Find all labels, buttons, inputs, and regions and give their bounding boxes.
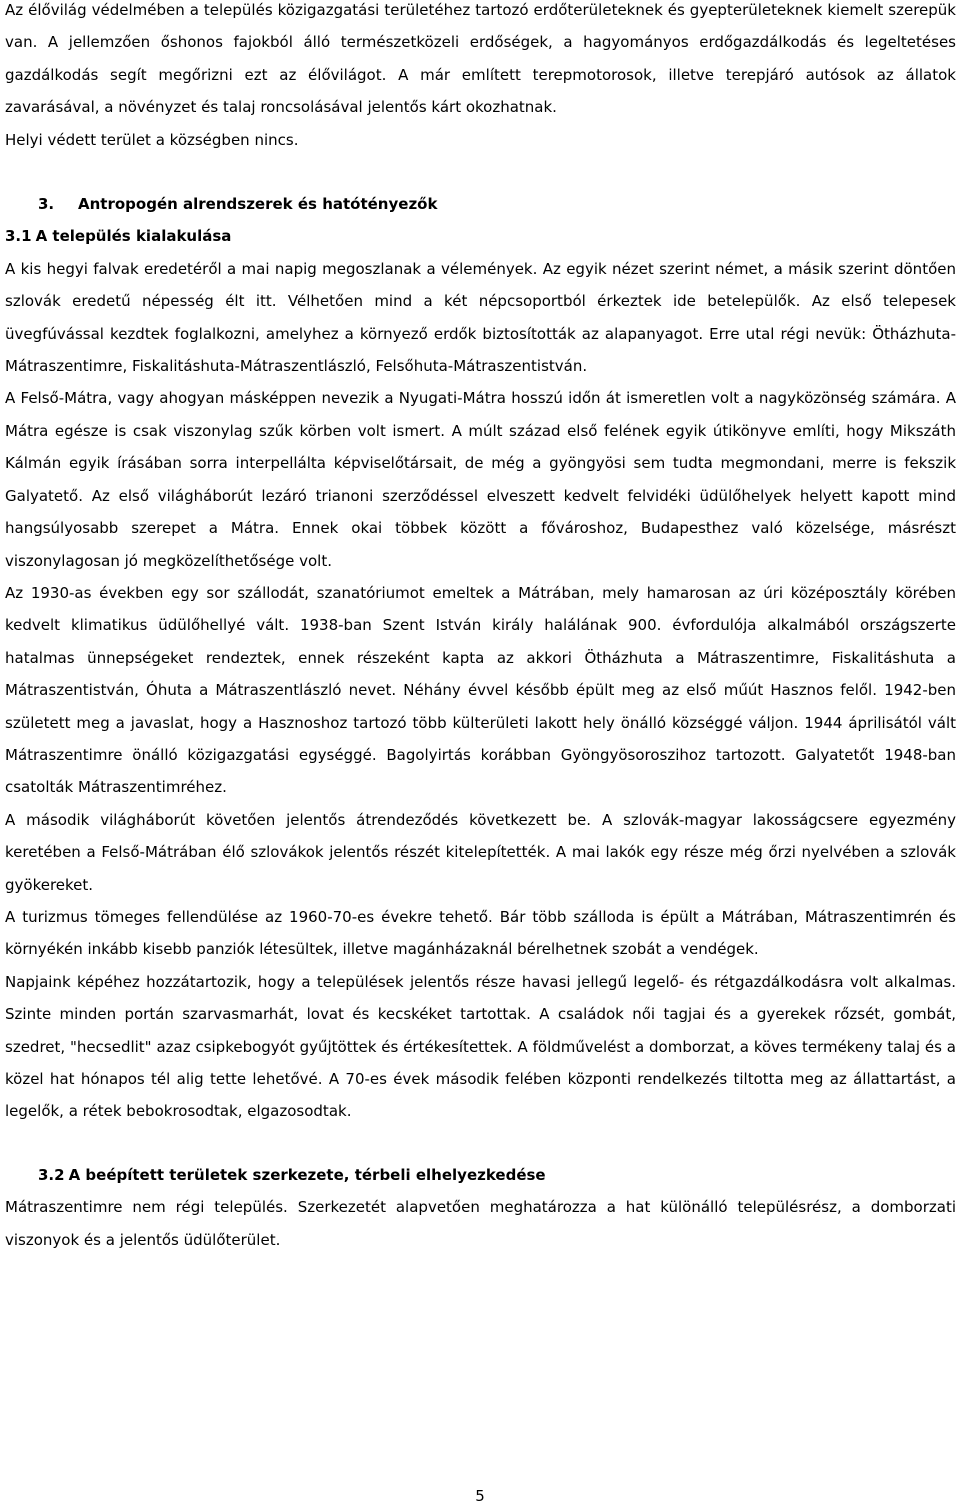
section-number: 3. (38, 195, 55, 214)
paragraph-felso-matra: A Felső-Mátra, vagy ahogyan másképpen nevezik a Nyugati-Mátra hosszú időn át ismeretlen volt a nagyközönség számára. A Mátra egésze is csak viszonylag szűk körben volt ismert. A múlt század első felének egyik útikönyve említi, hogy Mikszáth Kálmán egyik írásában sorra interpellálta képviselőtársait, de még a gyöngyösi sem tudta megmondani, merre is fekszik Galyatető. Az első világháborút lezáró trianoni szerződéssel elveszett kedvelt felvidéki üdülőhelyek helyett kapott mind hangsúlyosabb szerepet a Mátra. Ennek okai többek között a fővároshoz, Budapesthez való közelsége, másrészt viszonylagosan jó megközelíthetősége volt. (5, 389, 956, 570)
subsection-heading-3-1 (5, 220, 956, 252)
paragraph-settlement-origin: A kis hegyi falvak eredetéről a mai napig megoszlanak a vélemények. Az egyik nézet szerint német, a másik szerint döntően szlovák eredetű népesség élt itt. Vélhetően mind a két népcsoportból érkeztek ide betelepülők. Az első telepesek üvegfúvással kezdtek foglalkozni, amelyhez a környező erdők biztosították az alapanyagot. Erre utal régi nevük: Ötházhuta-Mátraszentimre, Fiskalitáshuta-Mátraszentlászló, Felsőhuta-Mátraszentistván. (5, 259, 956, 376)
paragraph-1930s: Az 1930-as években egy sor szállodát, szanatóriumot emeltek a Mátrában, mely hamarosan az úri középosztály körében kedvelt klimatikus üdülőhellyé vált. 1938-ban Szent István király halálának 900. évfordulója alkalmából országszerte hatalmas ünnepségeket rendeztek, ennek részeként kapta az akkori Ötházhuta a Mátraszentimre, Fiskalitáshuta a Mátraszentistván, Óhuta a Mátraszentlászló nevet. Néhány évvel később épült meg az első műút Hasznos felől. 1942-ben született meg a javaslat, hogy a Hasznoshoz tartozó több külterületi lakott hely önálló községgé váljon. 1944 áprilisától vált Mátraszentimre önálló közigazgatási egységgé. Bagolyirtás korábban Gyöngyösoroszihoz tartozott. Galyatetőt 1948-ban csatolták Mátraszentimréhez. (5, 583, 956, 797)
paragraph-wildlife-protection: Az élővilág védelmében a település közigazgatási területéhez tartozó erdőterületeknek és gyepterületeknek kiemelt szerepük van. A jellemzően őshonos fajokból álló természetközeli erdőségek, a hagyományos erdőgazdálkodás és legeltetéses gazdálkodás segít megőrizni ezt az élővilágot. A már említett terepmotorosok, illetve terepjáró autósok az állatok zavarásával, a növényzet és talaj roncsolásával jelentős kárt okozhatnak. (5, 1, 956, 117)
document-page (5, 0, 956, 1256)
subsection-heading-3-2 (5, 1159, 956, 1191)
paragraph-post-ww2: A második világháborút követően jelentős átrendeződés következett be. A szlovák-magyar lakosságcsere egyezmény keretében a Felső-Mátrában élő szlovákok jelentős részét kitelepítették. A mai lakók egy része még őrzi nyelvében a szlovák gyökereket. (5, 810, 956, 894)
paragraph-built-structure: Mátraszentimre nem régi település. Szerkezetét alapvetően meghatározza a hat különálló településrész, a domborzati viszonyok és a jelentős üdülőterület. (5, 1198, 956, 1249)
paragraph-tourism: A turizmus tömeges fellendülése az 1960-70-es évekre tehető. Bár több szálloda is épült a Mátrában, Mátraszentimrén és környékén inkább kisebb panziók létesültek, illetve magánházaknál bérelhetnek szobát a vendégek. (5, 907, 956, 959)
subsection-title: A település kialakulása (35, 227, 232, 246)
subsection-number: 3.1 (5, 227, 32, 246)
paragraph-protected-area: Helyi védett terület a községben nincs. (5, 130, 299, 149)
section-title: Antropogén alrendszerek és hatótényezők (78, 195, 438, 214)
subsection-title: A beépített területek szerkezete, térbeli elhelyezkedése (68, 1165, 546, 1184)
page-number: 5 (475, 1487, 485, 1505)
section-heading-3 (5, 188, 956, 220)
subsection-number: 3.2 (38, 1165, 65, 1184)
paragraph-today: Napjaink képéhez hozzátartozik, hogy a települések jelentős része havasi jellegű legelő- és rétgazdálkodásra volt alkalmas. Szinte minden portán szarvasmarhát, lovat és kecskéket tartottak. A családok női tagjai és a gyerekek rőzsét, gombát, szedret, "hecsedlit" azaz csipkebogyót gyűjtöttek és értékesítettek. A földművelést a domborzat, a köves termékeny talaj és a közel hat hónapos tél alig tette lehetővé. A 70-es évek második felében központi rendelkezés tiltotta meg az állattartást, a legelők, a rétek bebokrosodtak, elgazosodtak. (5, 972, 956, 1121)
